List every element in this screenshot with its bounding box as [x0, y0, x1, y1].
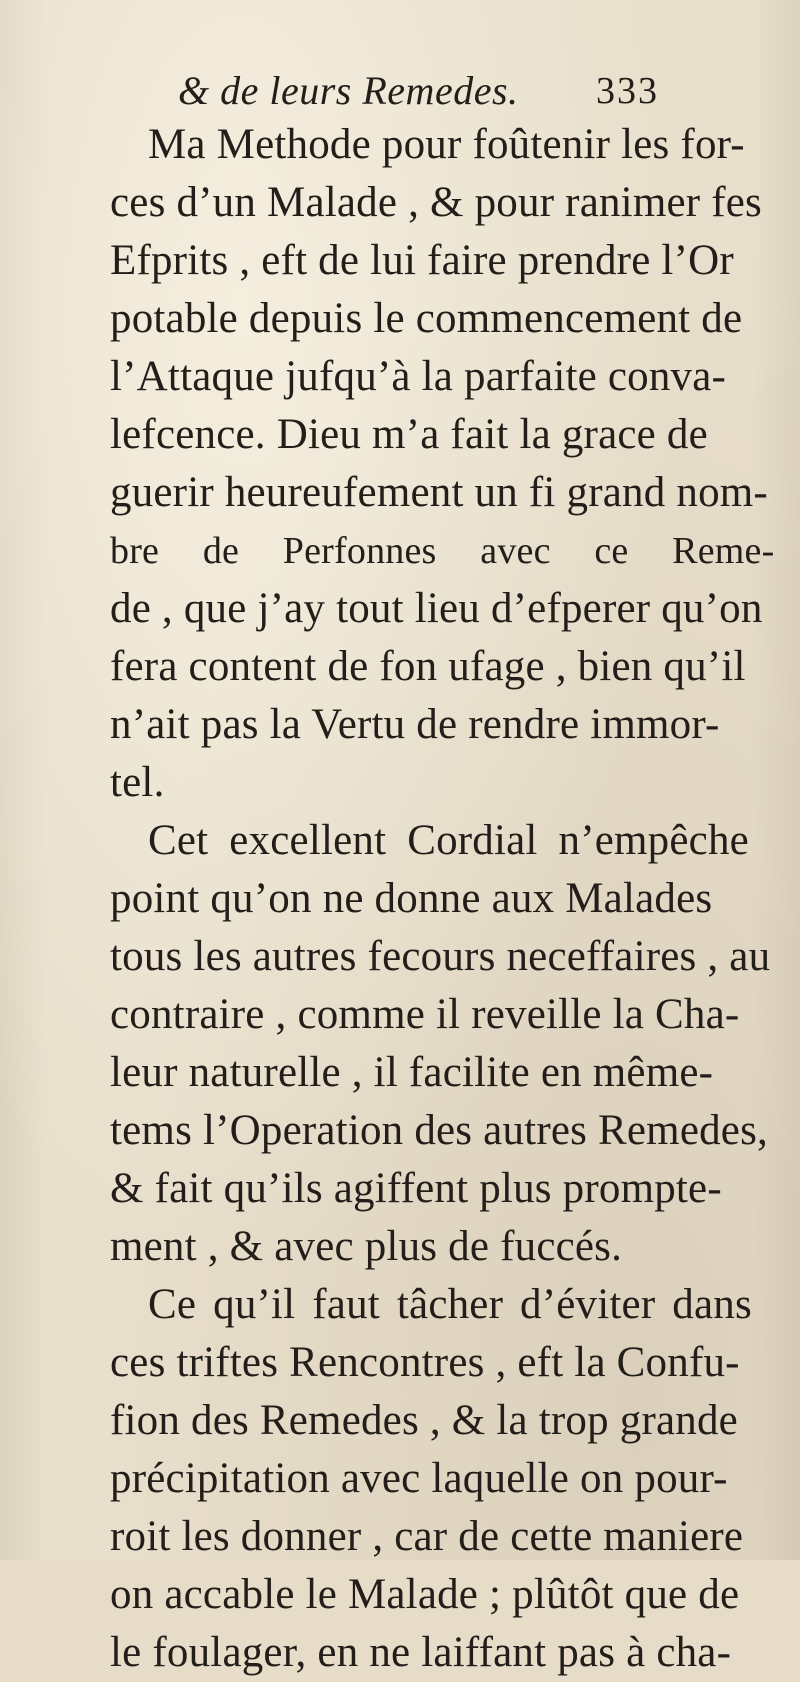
text-line: fion des Remedes , & la trop grande — [110, 1397, 738, 1444]
text-line: on accable le Malade ; plûtôt que de — [110, 1571, 740, 1618]
page-number: 333 — [596, 70, 659, 112]
text-line: potable depuis le commencement de — [110, 295, 743, 342]
page-header — [0, 66, 800, 116]
text-line: le foulager, en ne laiffant pas à cha- — [110, 1629, 732, 1676]
text-line: fera content de fon ufage , bien qu’il — [110, 643, 746, 690]
text-line: contraire , comme il reveille la Cha- — [110, 991, 740, 1038]
text-line: Ce qu’il faut tâcher d’éviter dans — [148, 1281, 752, 1328]
text-line: précipitation avec laquelle on pour- — [110, 1455, 728, 1502]
text-line: roit les donner , car de cette maniere — [110, 1513, 744, 1560]
text-line: leur naturelle , il facilite en même- — [110, 1049, 714, 1096]
text-line: tems l’Operation des autres Remedes, — [110, 1107, 768, 1154]
text-line: guerir heureufement un fi grand nom- — [110, 469, 768, 516]
text-line: & fait qu’ils agiffent plus prompte- — [110, 1165, 722, 1212]
text-line: ces triftes Rencontres , eft la Confu- — [110, 1339, 740, 1386]
text-line: Ma Methode pour foûtenir les for- — [148, 121, 745, 168]
text-line: Efprits , eft de lui faire prendre l’Or — [110, 237, 734, 284]
text-line: ces d’un Malade , & pour ranimer fes — [110, 179, 762, 226]
text-line: l’Attaque jufqu’à la parfaite conva- — [110, 353, 727, 400]
text-line: n’ait pas la Vertu de rendre immor- — [110, 701, 720, 748]
text-line: lefcence. Dieu m’a fait la grace de — [110, 411, 708, 458]
text-line: de , que j’ay tout lieu d’efperer qu’on — [110, 585, 763, 632]
text-line: point qu’on ne donne aux Malades — [110, 875, 713, 922]
text-line: ment , & avec plus de fuccés. — [110, 1223, 623, 1270]
text-line: bre de Perfonnes avec ce Reme- — [110, 530, 775, 572]
text-line: tel. — [110, 759, 165, 806]
text-line: Cet excellent Cordial n’empêche — [148, 817, 749, 864]
text-line: tous les autres fecours neceffaires , au — [110, 933, 771, 980]
running-title: & de leurs Remedes. — [178, 68, 519, 113]
